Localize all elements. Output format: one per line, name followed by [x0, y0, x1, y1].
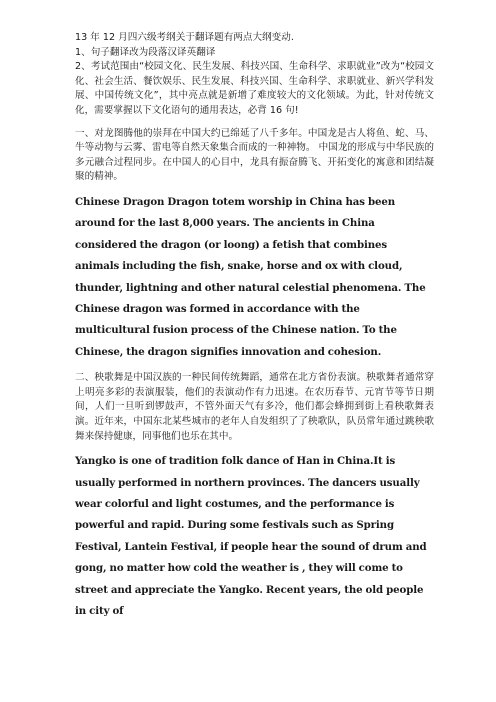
section-1-english: Chinese Dragon Dragon totem worship in China has been around for the last 8,000 years. The ancients in China considered the dragon (or loong) a fetish that combines animals including the fish, snake, horse and ox with cloud, thunder, lightning and other natural celestial phenomena. The Chinese dragon was formed in accordance with the multicultural fusion process of the Chinese nation. To the Chinese, the dragon signifies innovation and cohesion. — [75, 195, 426, 358]
intro-item-2: 2、考试范围由“校园文化、民生发展、科技兴国、生命科学、求职就业”改为“校园文化、社会生活、餐饮娱乐、民生发展、科技兴国、生命科学、求职就业、新兴学科发展、中国传统文化”，其中亮点就是新增了难度较大的文化领域。为此，针对传统文化，需要掌握以下文化语句的通用表达，必背 16 句! — [75, 61, 434, 116]
section-2-chinese: 二、秧歌舞是中国汉族的一种民间传统舞蹈，通常在北方省份表演。秧歌舞者通常穿上明亮多彩的表演服装，他们的表演动作有力迅速。在农历春节、元宵节等节日期间，人们一旦听到锣鼓声，不管外面天气有多冷，他们都会蜂拥到街上看秧歌舞表演。近年来，中国东北某些城市的老年人自发组织了了秧歌队，队员常年通过跳秧歌舞来保持健康，同事他们也乐在其中。 — [75, 372, 434, 442]
section-1-chinese: 一、对龙图腾他的崇拜在中国大约已绵延了八千多年。中国龙是古人将鱼、蛇、马、牛等动物与云雾、雷电等自然天象集合而成的一种神物。 中国龙的形成与中华民族的多元融合过程同步。在中国人的心目中，龙具有振奋腾飞、开拓变化的寓意和团结凝聚的精神。 — [75, 127, 434, 183]
intro-item-1: 1、句子翻译改为段落汉译英翻译 — [75, 46, 216, 58]
section-2-english: Yangko is one of tradition folk dance of Han in China.It is usually performed in northern provinces. The dancers usually wear colorful and light costumes, and the performance is powerful and rapid. During some festivals such as Spring Festival, Lantein Festival, if people hear the sound of drum and gong, no matter how cold the weather is , they will come to street and appreciate the Yangko. Recent years, the old people in city of — [75, 455, 427, 617]
intro-title: 13 年 12 月四六级考纲关于翻译题有两点大纲变动. — [75, 32, 294, 43]
